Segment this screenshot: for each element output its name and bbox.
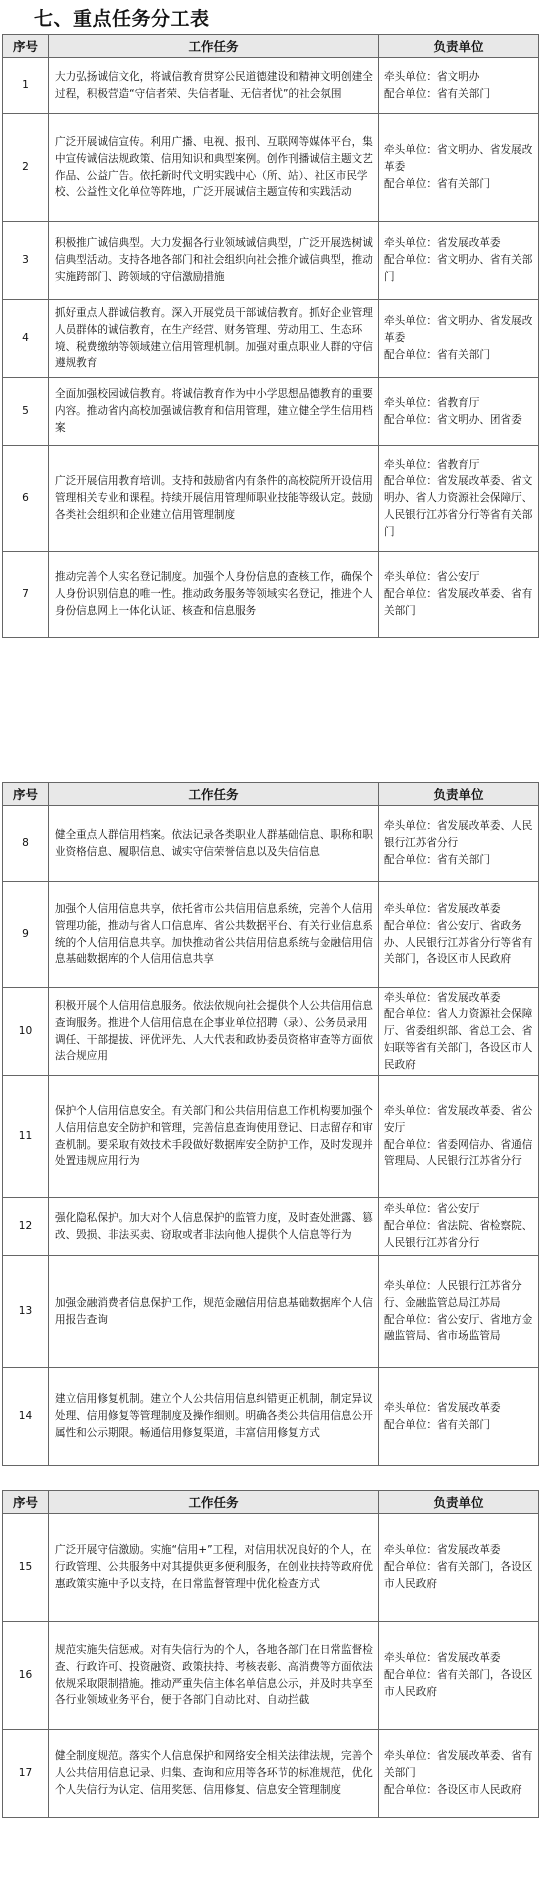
task-description: 规范实施失信惩戒。对有失信行为的个人，各地各部门在日常监督检查、行政许可、投资融资、政策扶持、考核表彰、高消费等方面依法依规采取限制措施。推动严重失信主体名单信息公示，并及时共享至各行业领域业务平台，便于各部门自动比对、自动拦截	[49, 1622, 379, 1730]
task-description: 积极开展个人信用信息服务。依法依规向社会提供个人公共信用信息查询服务。推进个人信用信息在企事业单位招聘（录）、公务员录用调任、干部提拔、评优评先、人大代表和政协委员资格审查等方面依法合规应用	[49, 988, 379, 1076]
cooperating-unit: 配合单位：省法院、省检察院、人民银行江苏省分行	[384, 1220, 533, 1249]
header-unit: 负责单位	[379, 783, 539, 806]
row-number: 1	[3, 58, 49, 114]
table-row	[3, 222, 539, 300]
header-num: 序号	[3, 35, 49, 58]
lead-unit: 牵头单位：省发展改革委、人民银行江苏省分行	[384, 820, 533, 850]
task-description: 广泛开展信用教育培训。支持和鼓励省内有条件的高校院所开设信用管理相关专业和课程。持续开展信用管理师职业技能等级认定。鼓励各类社会组织和企业建立信用管理制度	[49, 446, 379, 552]
row-number: 5	[3, 378, 49, 446]
task-table	[2, 782, 539, 1466]
cooperating-unit: 配合单位：省有关部门	[384, 177, 490, 190]
table-row	[3, 1076, 539, 1198]
row-number: 4	[3, 300, 49, 378]
responsible-unit	[379, 988, 539, 1076]
table-header-row	[3, 35, 539, 58]
header-unit: 负责单位	[379, 35, 539, 58]
cooperating-unit: 配合单位：省发展改革委、省有关部门	[384, 588, 533, 617]
table-body	[3, 58, 539, 638]
table-row	[3, 300, 539, 378]
responsible-unit	[379, 882, 539, 988]
cooperating-unit: 配合单位：省委网信办、省通信管理局、人民银行江苏省分行	[384, 1138, 533, 1168]
cooperating-unit: 配合单位：省有关部门	[384, 87, 490, 100]
task-table	[2, 34, 539, 638]
cooperating-unit: 配合单位：省有关部门	[384, 853, 490, 866]
row-number: 16	[3, 1622, 49, 1730]
table-header-row	[3, 1491, 539, 1514]
task-description: 广泛开展诚信宣传。利用广播、电视、报刊、互联网等媒体平台，集中宣传诚信法规政策、信用知识和典型案例。创作刊播诚信主题文艺作品、公益广告。依托新时代文明实践中心（所、站）、社区市民学校、公益性文化单位等阵地，广泛开展诚信主题宣传和实践活动	[49, 114, 379, 222]
responsible-unit	[379, 446, 539, 552]
task-description: 广泛开展守信激励。实施“信用+”工程，对信用状况良好的个人，在行政管理、公共服务中对其提供更多便利服务，在创业扶持等政府优惠政策实施中予以支持，在日常监督管理中优化检查方式	[49, 1514, 379, 1622]
table-row	[3, 1514, 539, 1622]
row-number: 15	[3, 1514, 49, 1622]
cooperating-unit: 配合单位：省有关部门	[384, 348, 490, 361]
task-description: 抓好重点人群诚信教育。深入开展党员干部诚信教育。抓好企业管理人员群体的诚信教育，在生产经营、财务管理、劳动用工、生态环境、税费缴纳等领域建立信用管理机制。加强对重点职业人群的守信遵规教育	[49, 300, 379, 378]
task-description: 加强个人信用信息共享，依托省市公共信用信息系统，完善个人信用管理功能，推动与省人口信息库、省公共数据平台、有关行业信息系统的个人信用信息共享。加快推动省公共信用信息系统与金融信用信息基础数据库的个人信用信息共享	[49, 882, 379, 988]
row-number: 14	[3, 1368, 49, 1466]
lead-unit: 牵头单位：省发展改革委	[384, 902, 501, 915]
responsible-unit	[379, 114, 539, 222]
lead-unit: 牵头单位：省文明办	[384, 70, 480, 83]
lead-unit: 牵头单位：人民银行江苏省分行、金融监管总局江苏局	[384, 1279, 522, 1309]
lead-unit: 牵头单位：省文明办、省发展改革委	[384, 144, 533, 174]
cooperating-unit: 配合单位：省有关部门，各设区市人民政府	[384, 1669, 533, 1698]
table-row	[3, 446, 539, 552]
cooperating-unit: 配合单位：省有关部门	[384, 1418, 490, 1431]
row-number: 13	[3, 1256, 49, 1368]
header-num: 序号	[3, 783, 49, 806]
header-num: 序号	[3, 1491, 49, 1514]
lead-unit: 牵头单位：省发展改革委、省有关部门	[384, 1750, 533, 1780]
cooperating-unit: 配合单位：省发展改革委、省文明办、省人力资源社会保障厅、人民银行江苏省分行等省有关部门	[384, 475, 533, 538]
responsible-unit	[379, 806, 539, 882]
row-number: 11	[3, 1076, 49, 1198]
table-row	[3, 1368, 539, 1466]
task-description: 推动完善个人实名登记制度。加强个人身份信息的查核工作，确保个人身份识别信息的唯一性。推动政务服务等领域实名登记，推进个人身份信息网上一体化认证、核查和信息服务	[49, 552, 379, 638]
row-number: 3	[3, 222, 49, 300]
lead-unit: 牵头单位：省文明办、省发展改革委	[384, 315, 533, 345]
row-number: 17	[3, 1730, 49, 1818]
table-header-row	[3, 783, 539, 806]
table-row	[3, 114, 539, 222]
table-row	[3, 882, 539, 988]
responsible-unit	[379, 1730, 539, 1818]
table-row	[3, 1622, 539, 1730]
cooperating-unit: 配合单位：省公安厅、省政务办、人民银行江苏省分行等省有关部门，各设区市人民政府	[384, 919, 533, 966]
table-row	[3, 988, 539, 1076]
header-task: 工作任务	[49, 35, 379, 58]
lead-unit: 牵头单位：省发展改革委	[384, 237, 501, 250]
lead-unit: 牵头单位：省公安厅	[384, 1203, 480, 1216]
task-description: 建立信用修复机制。建立个人公共信用信息纠错更正机制，制定异议处理、信用修复等管理制度及操作细则。明确各类公共信用信息公开属性和公示期限。畅通信用修复渠道，丰富信用修复方式	[49, 1368, 379, 1466]
responsible-unit	[379, 1076, 539, 1198]
responsible-unit	[379, 1622, 539, 1730]
cooperating-unit: 配合单位：省文明办、省有关部门	[384, 254, 533, 283]
lead-unit: 牵头单位：省发展改革委	[384, 991, 501, 1004]
responsible-unit	[379, 58, 539, 114]
lead-unit: 牵头单位：省教育厅	[384, 458, 480, 471]
header-task: 工作任务	[49, 783, 379, 806]
cooperating-unit: 配合单位：省有关部门，各设区市人民政府	[384, 1561, 533, 1590]
table-row	[3, 378, 539, 446]
row-number: 10	[3, 988, 49, 1076]
task-description: 保护个人信用信息安全。有关部门和公共信用信息工作机构要加强个人信用信息安全防护和管理，完善信息查询使用登记、日志留存和审查机制。要采取有效技术手段做好数据库安全防护工作，及时发现并处置违规应用行为	[49, 1076, 379, 1198]
table-row	[3, 1730, 539, 1818]
table-row	[3, 1256, 539, 1368]
lead-unit: 牵头单位：省发展改革委	[384, 1652, 501, 1665]
row-number: 6	[3, 446, 49, 552]
table-row	[3, 1198, 539, 1256]
table-body	[3, 806, 539, 1466]
row-number: 2	[3, 114, 49, 222]
responsible-unit	[379, 222, 539, 300]
table-body	[3, 1514, 539, 1818]
task-description: 健全重点人群信用档案。依法记录各类职业人群基础信息、职称和职业资格信息、履职信息、诚实守信荣誉信息以及失信信息	[49, 806, 379, 882]
lead-unit: 牵头单位：省发展改革委	[384, 1544, 501, 1557]
row-number: 12	[3, 1198, 49, 1256]
cooperating-unit: 配合单位：省公安厅、省地方金融监管局、省市场监管局	[384, 1313, 533, 1343]
table-row	[3, 806, 539, 882]
cooperating-unit: 配合单位：省人力资源社会保障厅、省委组织部、省总工会、省妇联等省有关部门，各设区市人民政府	[384, 1008, 533, 1071]
lead-unit: 牵头单位：省公安厅	[384, 571, 480, 584]
task-description: 健全制度规范。落实个人信息保护和网络安全相关法律法规，完善个人公共信用信息记录、归集、查询和应用等各环节的标准规范，优化个人失信行为认定、信用奖惩、信用修复、信息安全管理制度	[49, 1730, 379, 1818]
cooperating-unit: 配合单位：各设区市人民政府	[384, 1783, 522, 1796]
task-description: 加强金融消费者信息保护工作，规范金融信用信息基础数据库个人信用报告查询	[49, 1256, 379, 1368]
task-description: 全面加强校园诚信教育。将诚信教育作为中小学思想品德教育的重要内容。推动省内高校加强诚信教育和信用管理，建立健全学生信用档案	[49, 378, 379, 446]
row-number: 7	[3, 552, 49, 638]
table-row	[3, 58, 539, 114]
cooperating-unit: 配合单位：省文明办、团省委	[384, 413, 522, 426]
table-row	[3, 552, 539, 638]
row-number: 9	[3, 882, 49, 988]
page-title: 七、重点任务分工表	[34, 8, 210, 30]
responsible-unit	[379, 300, 539, 378]
responsible-unit	[379, 1198, 539, 1256]
header-unit: 负责单位	[379, 1491, 539, 1514]
row-number: 8	[3, 806, 49, 882]
responsible-unit	[379, 1514, 539, 1622]
responsible-unit	[379, 1368, 539, 1466]
task-table	[2, 1490, 539, 1818]
responsible-unit	[379, 552, 539, 638]
task-description: 积极推广诚信典型。大力发掘各行业领域诚信典型，广泛开展选树诚信典型活动。支持各地各部门和社会组织向社会推介诚信典型，推动实施跨部门、跨领域的守信激励措施	[49, 222, 379, 300]
lead-unit: 牵头单位：省教育厅	[384, 396, 480, 409]
task-description: 大力弘扬诚信文化，将诚信教育贯穿公民道德建设和精神文明创建全过程，积极营造“守信者荣、失信者耻、无信者忧”的社会氛围	[49, 58, 379, 114]
task-description: 强化隐私保护。加大对个人信息保护的监管力度，及时查处泄露、篡改、毁损、非法买卖、窃取或者非法向他人提供个人信息等行为	[49, 1198, 379, 1256]
lead-unit: 牵头单位：省发展改革委、省公安厅	[384, 1104, 533, 1134]
responsible-unit	[379, 378, 539, 446]
lead-unit: 牵头单位：省发展改革委	[384, 1401, 501, 1414]
responsible-unit	[379, 1256, 539, 1368]
header-task: 工作任务	[49, 1491, 379, 1514]
